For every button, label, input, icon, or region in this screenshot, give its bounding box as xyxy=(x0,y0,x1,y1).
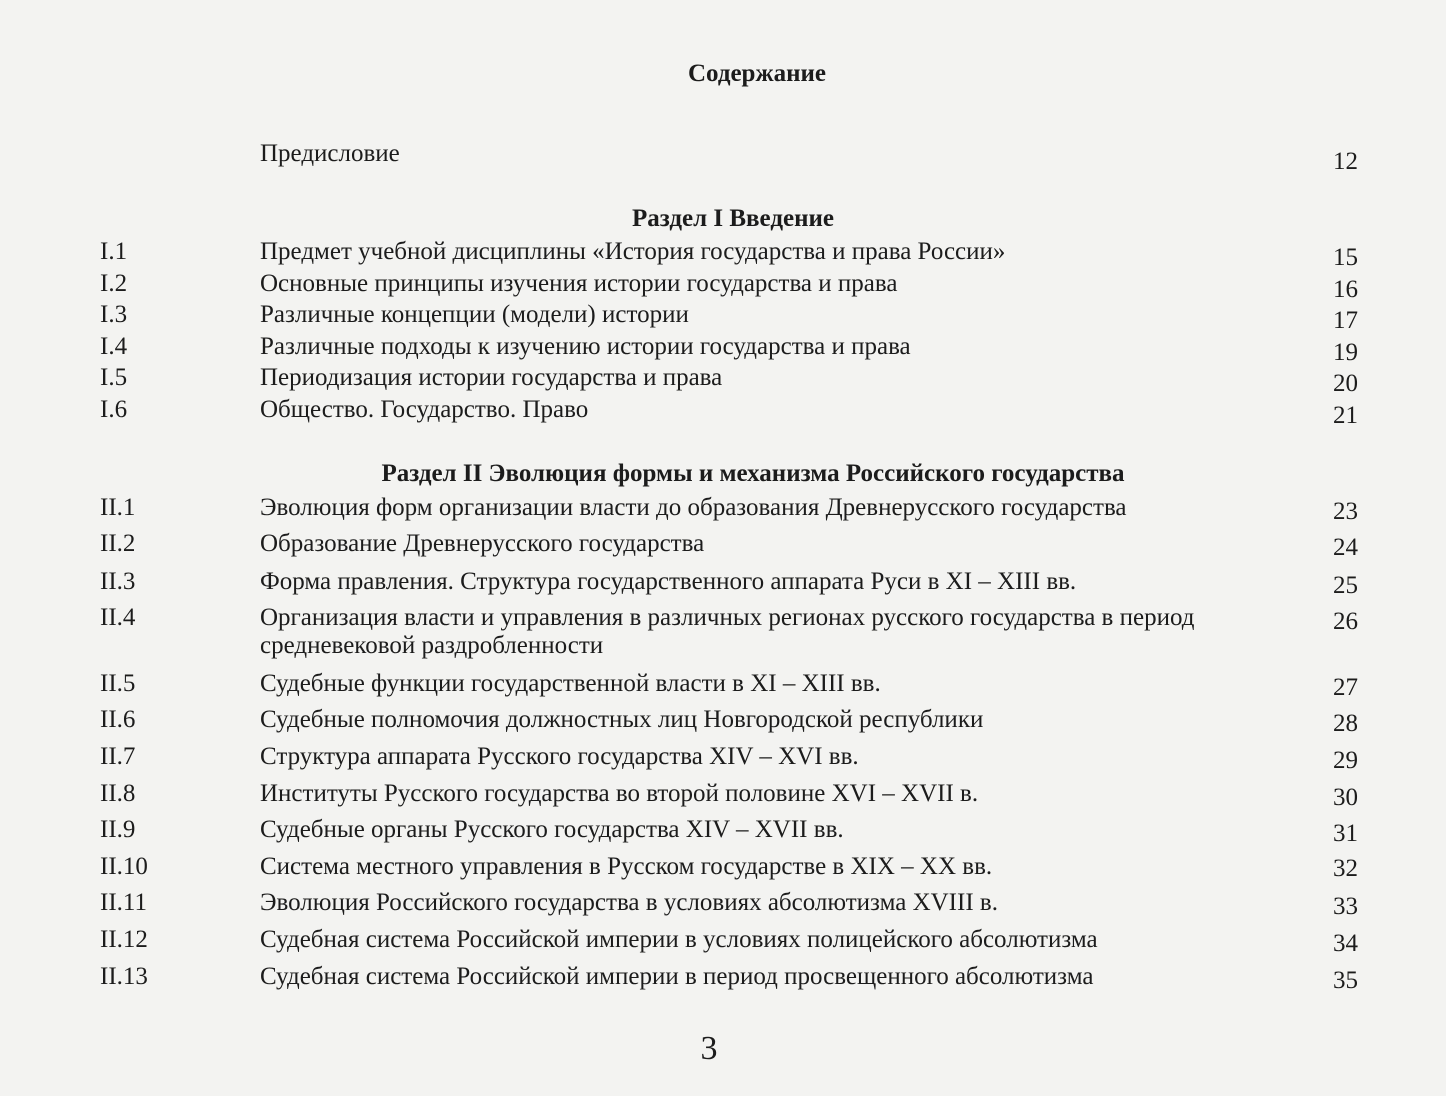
toc-entry-text: Структура аппарата Русского государства XIV – XVI вв. xyxy=(260,743,859,770)
toc-entry-text: Судебные полномочия должностных лиц Новгородской республики xyxy=(260,706,984,733)
toc-entry-text: Судебные функции государственной власти в XI – XIII вв. xyxy=(260,670,881,697)
toc-entry-number: II.12 xyxy=(100,926,148,953)
toc-entry-number: II.7 xyxy=(100,743,136,770)
toc-entry-number: II.6 xyxy=(100,706,136,733)
toc-entry-page: 24 xyxy=(1333,534,1358,561)
page-number: 3 xyxy=(700,1030,718,1067)
toc-entry-number: I.5 xyxy=(100,364,128,391)
toc-entry-number: II.11 xyxy=(100,889,147,916)
toc-entry-text: Различные концепции (модели) истории xyxy=(260,301,689,328)
toc-entry-text: Судебные органы Русского государства XIV – XVII вв. xyxy=(260,816,844,843)
toc-entry-number: I.3 xyxy=(100,301,128,328)
toc-entry-text: Организация власти и управления в различных регионах русского государства в период средневековой раздробленности xyxy=(260,604,1195,659)
toc-entry-number: II.5 xyxy=(100,670,136,697)
toc-entry-page: 31 xyxy=(1333,820,1358,847)
section-heading-2: Раздел II Эволюция формы и механизма Российского государства xyxy=(381,460,1125,487)
toc-entry-number: I.6 xyxy=(100,396,128,423)
toc-entry-page: 27 xyxy=(1333,674,1358,701)
toc-entry-page: 30 xyxy=(1333,784,1358,811)
toc-entry-text: Институты Русского государства во второй половине XVI – XVII в. xyxy=(260,780,979,807)
toc-entry-page: 28 xyxy=(1333,710,1358,737)
toc-entry-page: 17 xyxy=(1333,307,1358,334)
toc-entry-text: Общество. Государство. Право xyxy=(260,396,589,423)
toc-entry-number: II.4 xyxy=(100,604,136,631)
toc-entry-page: 15 xyxy=(1333,244,1358,271)
toc-entry-text: Эволюция форм организации власти до образования Древнерусского государства xyxy=(260,494,1127,521)
page-title: Содержание xyxy=(687,60,826,87)
toc-entry-page: 25 xyxy=(1333,572,1358,599)
toc-entry-number: II.8 xyxy=(100,780,136,807)
toc-entry-text: Предисловие xyxy=(260,140,400,167)
toc-entry-number: II.13 xyxy=(100,963,148,990)
toc-entry-page: 23 xyxy=(1333,498,1358,525)
section-heading-1: Раздел I Введение xyxy=(632,205,834,232)
toc-entry-text: Периодизация истории государства и права xyxy=(260,364,723,391)
toc-entry-number: I.4 xyxy=(100,333,128,360)
toc-entry-page: 16 xyxy=(1333,276,1358,303)
toc-entry-page: 33 xyxy=(1333,893,1358,920)
toc-entry-number: II.2 xyxy=(100,530,136,557)
toc-entry-text: Система местного управления в Русском государстве в XIX – XX вв. xyxy=(260,853,993,880)
toc-entry-text: Эволюция Российского государства в условиях абсолютизма XVIII в. xyxy=(260,889,998,916)
toc-entry-text: Форма правления. Структура государственного аппарата Руси в XI – XIII вв. xyxy=(260,568,1077,595)
toc-entry-page: 19 xyxy=(1333,339,1358,366)
toc-entry-page: 32 xyxy=(1333,855,1358,882)
toc-entry-text: Основные принципы изучения истории государства и права xyxy=(260,270,898,297)
toc-entry-text: Образование Древнерусского государства xyxy=(260,530,705,557)
toc-entry-page: 21 xyxy=(1333,402,1358,429)
toc-entry-page: 12 xyxy=(1333,148,1358,175)
toc-entry-page: 29 xyxy=(1333,747,1358,774)
toc-entry-page: 34 xyxy=(1333,930,1358,957)
toc-entry-page: 20 xyxy=(1333,370,1358,397)
toc-entry-number: II.1 xyxy=(100,494,136,521)
toc-entry-number: II.10 xyxy=(100,853,148,880)
toc-entry-page: 26 xyxy=(1333,608,1358,635)
toc-entry-text: Предмет учебной дисциплины «История государства и права России» xyxy=(260,238,1006,265)
toc-entry-number: II.3 xyxy=(100,568,136,595)
toc-entry-number: I.2 xyxy=(100,270,128,297)
toc-entry-text: Судебная система Российской империи в период просвещенного абсолютизма xyxy=(260,963,1094,990)
toc-entry-number: II.9 xyxy=(100,816,136,843)
toc-entry-text: Судебная система Российской империи в условиях полицейского абсолютизма xyxy=(260,926,1098,953)
toc-entry-page: 35 xyxy=(1333,967,1358,994)
toc-entry-number: I.1 xyxy=(100,238,128,265)
toc-entry-text: Различные подходы к изучению истории государства и права xyxy=(260,333,911,360)
